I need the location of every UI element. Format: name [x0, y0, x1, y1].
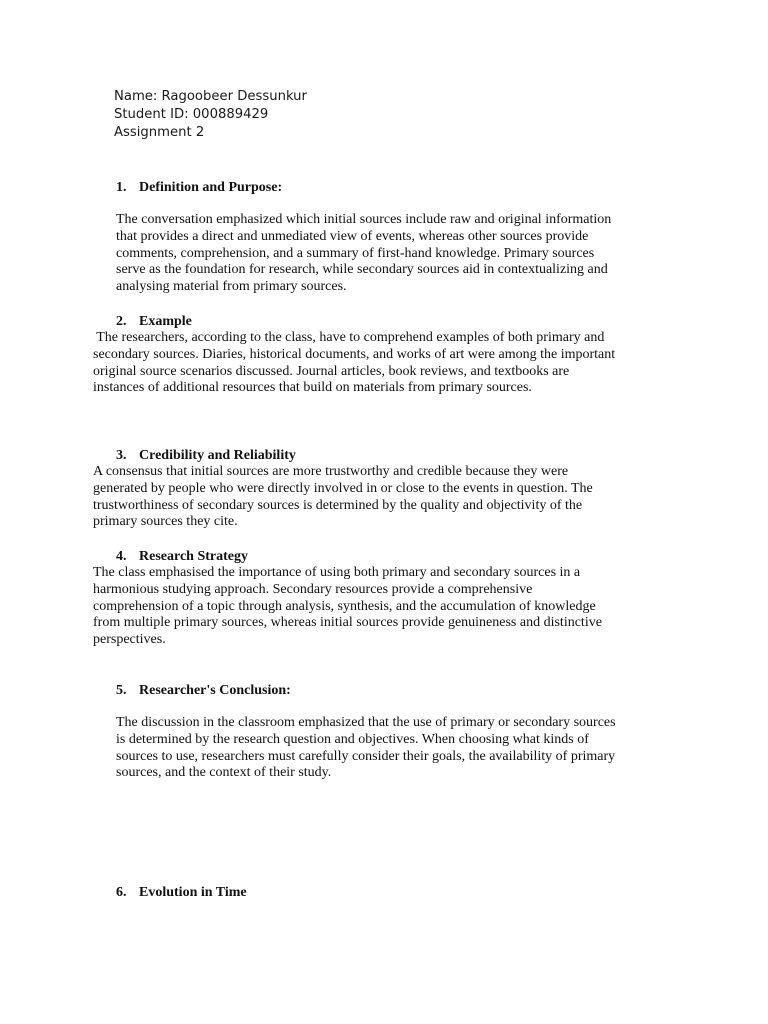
section-1-line: serve as the foundation for research, while secondary sources aid in contextualizing and [116, 262, 608, 278]
section-1-line: comments, comprehension, and a summary of first-hand knowledge. Primary sources [116, 245, 595, 261]
student-header [114, 88, 307, 142]
student-name: Name: Ragoobeer Dessunkur [114, 89, 307, 104]
section-3-line: A consensus that initial sources are more trustworthy and credible because they were [93, 464, 569, 479]
section-4-title: Research Strategy [139, 549, 248, 564]
section-1-title: Definition and Purpose: [139, 180, 283, 195]
section-5-body [116, 715, 616, 782]
section-6-title: Evolution in Time [139, 885, 247, 900]
section-2-line: The researchers, according to the class, have to comprehend examples of both primary and [93, 330, 605, 345]
section-3-line: primary sources they cite. [93, 514, 238, 530]
section-3-line: trustworthiness of secondary sources is determined by the quality and objectivity of the [93, 497, 583, 513]
section-4-line: harmonious studying approach. Secondary resources provide a comprehensive [93, 581, 533, 597]
section-1-line: analysing material from primary sources. [116, 279, 347, 295]
section-4-body [93, 565, 602, 649]
section-4-line: comprehension of a topic through analysis, synthesis, and the accumulation of knowledge [93, 598, 596, 614]
section-3-title: Credibility and Reliability [139, 448, 296, 463]
section-4-number: 4. [116, 549, 127, 564]
section-2-line: original source scenarios discussed. Journal articles, book reviews, and textbooks are [93, 363, 570, 379]
section-4-line: The class emphasised the importance of using both primary and secondary sources in a [93, 565, 581, 580]
section-5-line: is determined by the research question and objectives. When choosing what kinds of [116, 731, 589, 747]
section-1-body [116, 212, 611, 296]
section-5-number: 5. [116, 683, 127, 698]
assignment-number: Assignment 2 [114, 125, 205, 140]
section-2-number: 2. [116, 314, 127, 329]
section-5-line: sources, and the context of their study. [116, 765, 332, 781]
section-1-line: The conversation emphasized which initial sources include raw and original information [116, 212, 612, 227]
section-1-line: that provides a direct and unmediated view of events, whereas other sources provide [116, 228, 589, 244]
section-4-line: from multiple primary sources, whereas initial sources provide genuineness and distinctive [93, 615, 602, 631]
section-1-number: 1. [116, 180, 127, 195]
section-3-line: generated by people who were directly involved in or close to the events in question. The [93, 480, 593, 496]
section-6-number: 6. [116, 885, 127, 900]
student-id: Student ID: 000889429 [114, 107, 269, 122]
section-2-body [93, 330, 615, 397]
section-5-line: sources to use, researchers must carefully consider their goals, the availability of primary [116, 748, 616, 764]
section-3-number: 3. [116, 448, 127, 463]
section-5-title: Researcher's Conclusion: [139, 683, 291, 698]
section-5-line: The discussion in the classroom emphasized that the use of primary or secondary sources [116, 715, 616, 730]
section-2-line: secondary sources. Diaries, historical documents, and works of art were among the important [93, 346, 616, 362]
section-4-line: perspectives. [93, 632, 166, 648]
section-2-line: instances of additional resources that build on materials from primary sources. [93, 380, 532, 396]
section-2-title: Example [139, 314, 192, 329]
section-3-body [93, 464, 593, 531]
